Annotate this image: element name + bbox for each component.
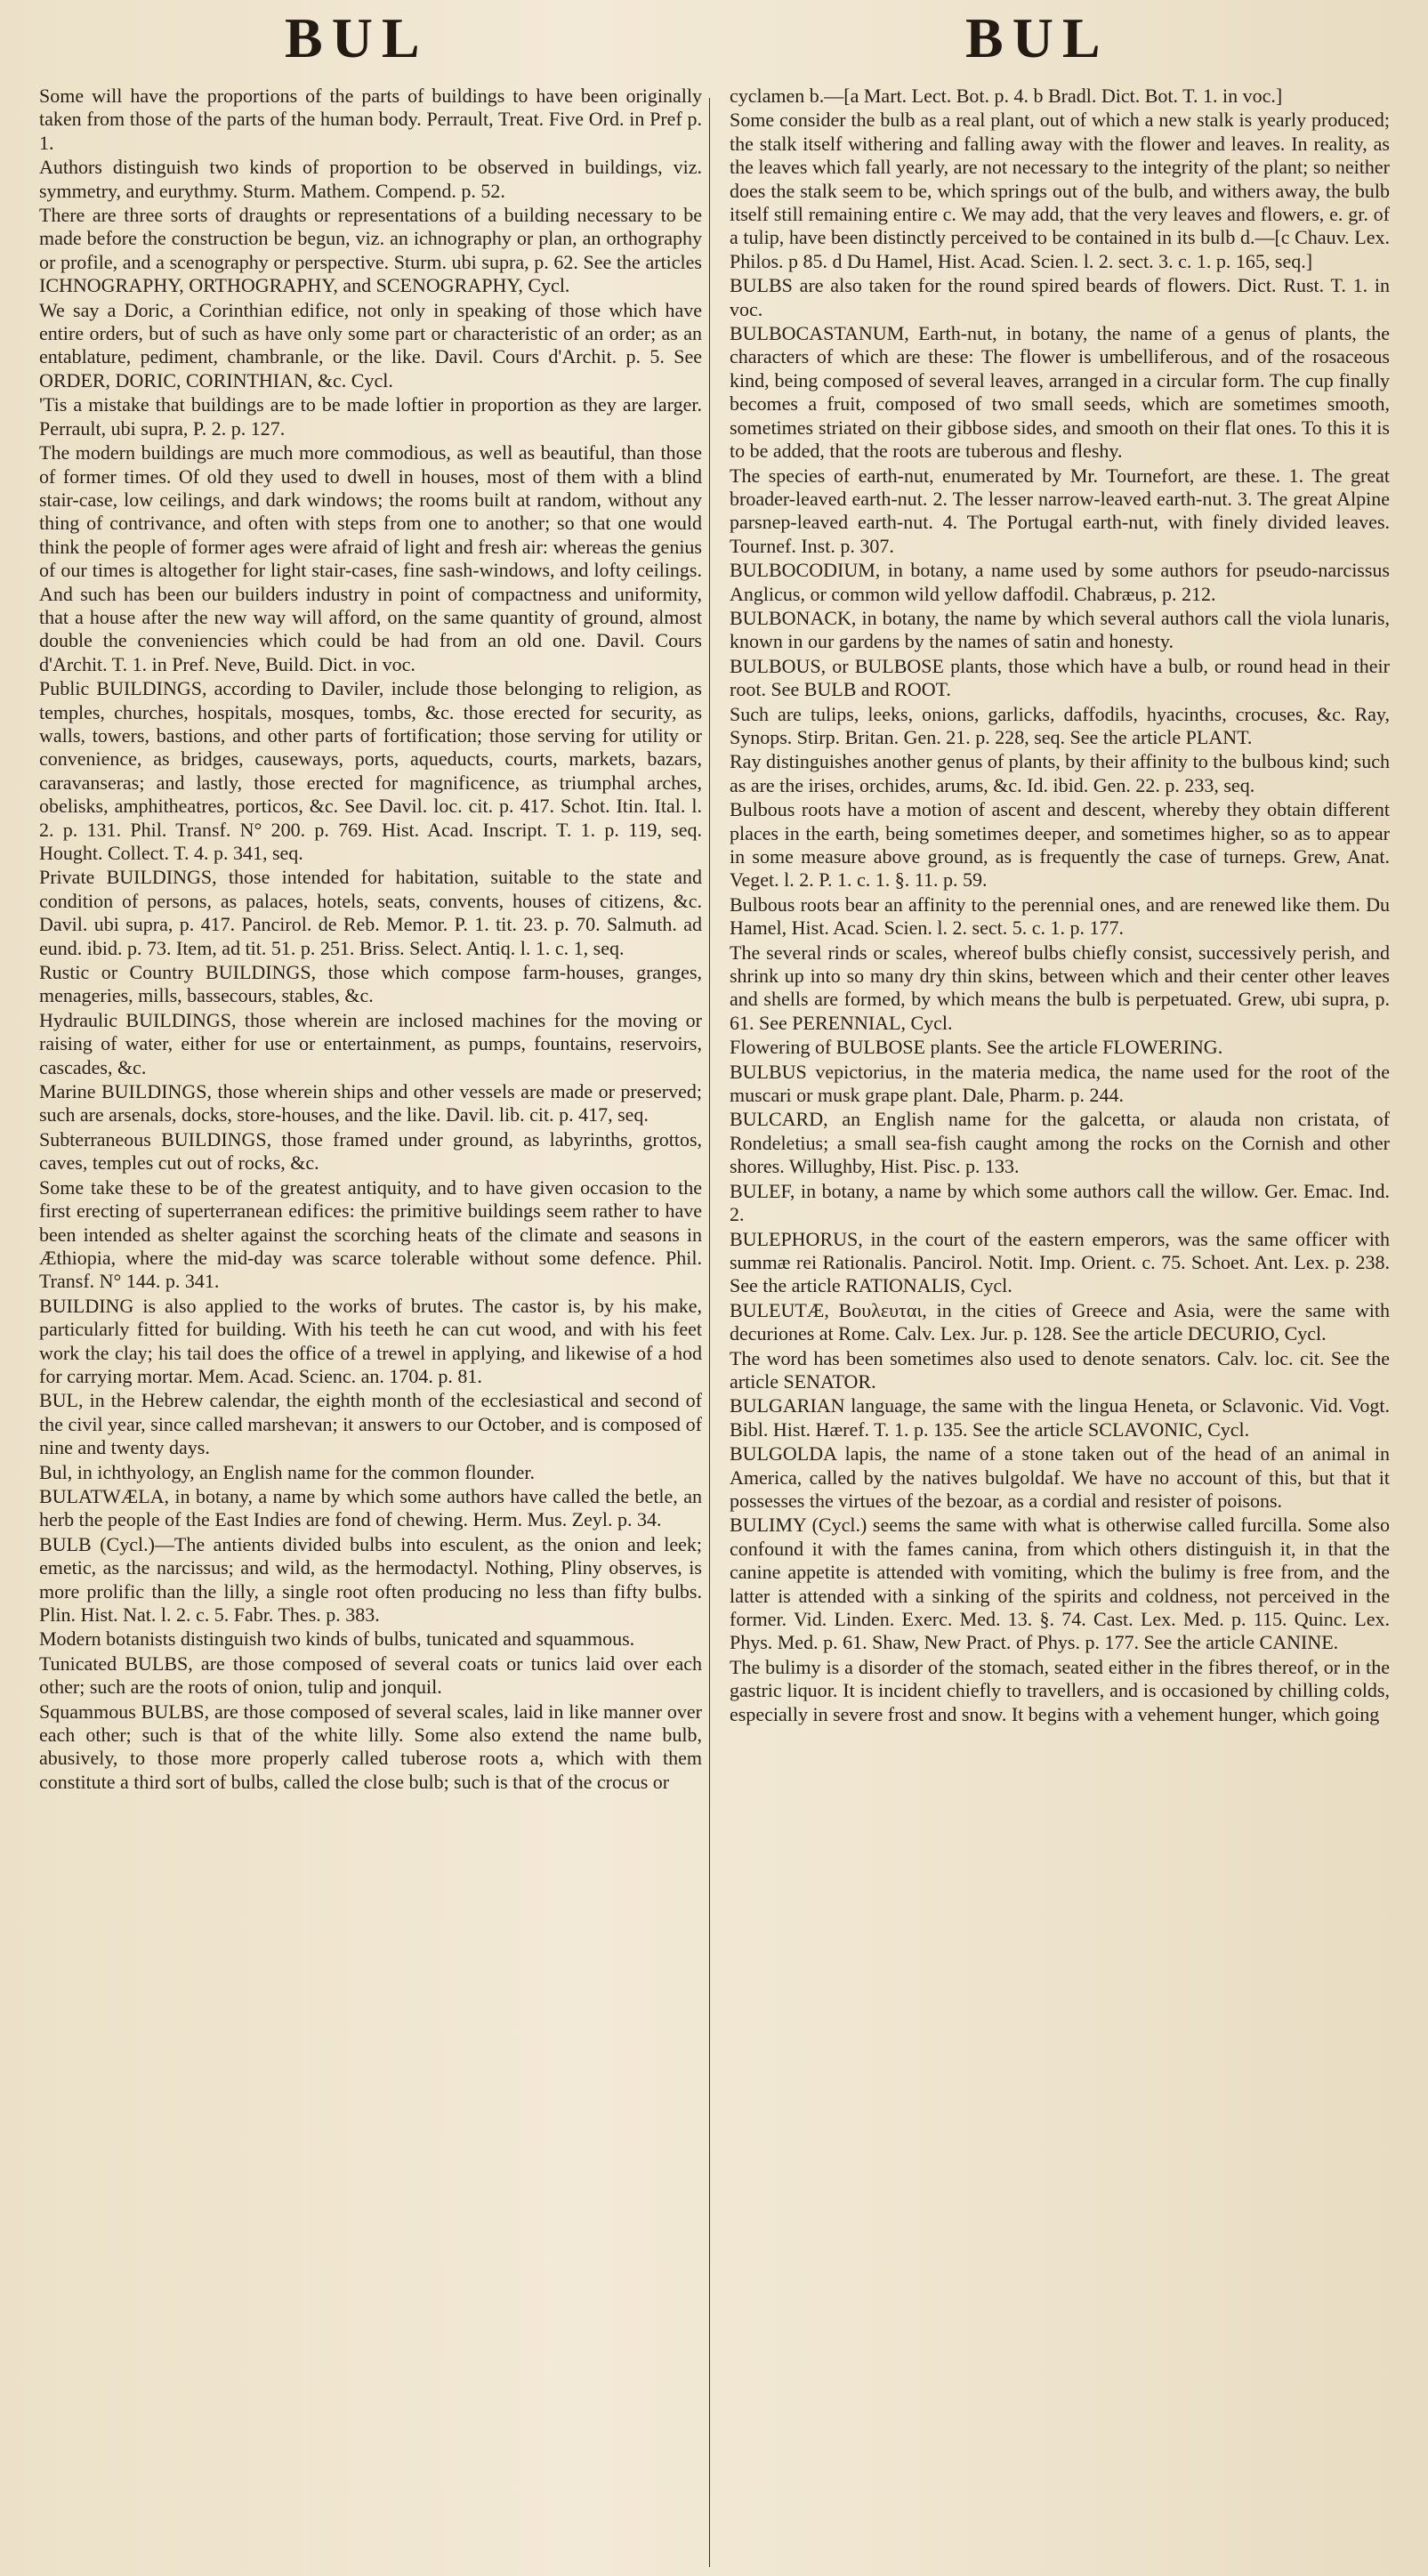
paragraph: BULEUTÆ, Βουλευται, in the cities of Greece and Asia, were the same with decuriones at Rome. Calv. Lex. Jur. p. 128. See the article DECURIO, Cycl. — [730, 1298, 1390, 1345]
paragraph: Hydraulic BUILDINGS, those wherein are inclosed machines for the moving or raising of water, either for use or entertainment, as pumps, fountains, reservoirs, cascades, &c. — [39, 1008, 702, 1078]
paragraph: BULATWÆLA, in botany, a name by which some authors have called the betle, an herb the people of the East Indies are fond of chewing. Herm. Mus. Zeyl. p. 34. — [39, 1484, 702, 1531]
paragraph: BULBOUS, or BULBOSE plants, those which have a bulb, or round head in their root. See BULB and ROOT. — [730, 654, 1390, 701]
right-column — [730, 85, 1390, 2567]
paragraph: BULCARD, an English name for the galcetta, or alauda non cristata, of Rondeletius; a small sea-fish caught among the rocks on the Cornish and other shores. Willughby, Hist. Pisc. p. 133. — [730, 1108, 1390, 1178]
paragraph: BULGOLDA lapis, the name of a stone taken out of the head of an animal in America, called by the natives bulgoldaf. We have no account of this, but that it possesses the virtues of the bezoar, as a cordial and resister of poisons. — [730, 1442, 1390, 1512]
paragraph: The modern buildings are much more commodious, as well as beautiful, than those of former times. Of old they used to dwell in houses, most of them with a blind stair-case, low ceilings, and dark windows; the rooms built at random, without any thing of contrivance, and often with steps from one to another; so that one would think the people of former ages were afraid of light and fresh air: whereas the genius of our times is altogether for light stair-cases, fine sash-windows, and lofty ceilings. And such has been our builders industry in point of compactness and uniformity, that a house after the new way will afford, on the same quantity of ground, almost double the conveniencies which could be had from an old one. Davil. Cours d'Archit. T. 1. in Pref. Neve, Build. Dict. in voc. — [39, 441, 702, 675]
paragraph: The species of earth-nut, enumerated by Mr. Tournefort, are these. 1. The great broader-leaved earth-nut. 2. The lesser narrow-leaved earth-nut. 3. The great Alpine parsnep-leaved earth-nut. 4. The Portugal earth-nut, with finely divided leaves. Tournef. Inst. p. 307. — [730, 464, 1390, 557]
paragraph: Some will have the proportions of the parts of buildings to have been originally taken from those of the parts of the human body. Perrault, Treat. Five Ord. in Pref p. 1. — [39, 85, 702, 154]
paragraph: BULBUS vepictorius, in the materia medica, the name used for the root of the muscari or musk grape plant. Dale, Pharm. p. 244. — [730, 1060, 1390, 1107]
paragraph: Private BUILDINGS, those intended for habitation, suitable to the state and condition of persons, as palaces, hotels, seats, convents, houses of citizens, &c. Davil. ubi supra, p. 417. Pancirol. de Reb. Memor. P. 1. tit. 23. p. 70. Salmuth. ad eund. ibid. p. 73. Item, ad tit. 51. p. 251. Briss. Select. Antiq. l. 1. c. 1, seq. — [39, 866, 702, 959]
paragraph: Bul, in ichthyology, an English name for the common flounder. — [39, 1460, 536, 1483]
paragraph: Bulbous roots have a motion of ascent and descent, whereby they obtain different places in the earth, being sometimes deeper, and sometimes higher, so as to appear in some measure above ground, as is frequently the case of turneps. Grew, Anat. Veget. l. 2. P. 1. c. 1. §. 11. p. 59. — [730, 798, 1390, 892]
paragraph: Squammous BULBS, are those composed of several scales, laid in like manner over each other; such is that of the white lilly. Some also extend the name bulb, abusively, to those more properly called tuberose roots a, which with them constitute a third sort of bulbs, called the close bulb; such is that of the crocus or — [39, 1700, 702, 1793]
header-right: BUL — [965, 6, 1109, 69]
paragraph: BULBOCODIUM, in botany, a name used by some authors for pseudo-narcissus Anglicus, or common wild yellow daffodil. Chabræus, p. 212. — [730, 559, 1390, 605]
paragraph: Some consider the bulb as a real plant, out of which a new stalk is yearly produced; the stalk itself withering and falling away with the flower and leaves. In reality, as the leaves which fall yearly, are not necessary to the integrity of the plant; so neither does the stalk seem to be, which springs out of the bulb, and withers away, the bulb itself still remaining entire c. We may add, that the very leaves and flowers, e. gr. of a tulip, have been distinctly perceived to be contained in its bulb d.—[c Chauv. Lex. Philos. p 85. d Du Hamel, Hist. Acad. Scien. l. 2. sect. 3. c. 1. p. 165, seq.] — [730, 109, 1390, 272]
paragraph: Some take these to be of the greatest antiquity, and to have given occasion to the first erecting of superterranean edifices: the primitive buildings seem rather to have been intended as shelter against the scorching heats of the climate and seasons in Æthiopia, where the mid-day was scarce tolerable without some defence. Phil. Transf. N° 144. p. 341. — [39, 1175, 702, 1293]
paragraph: We say a Doric, a Corinthian edifice, not only in speaking of those which have entire orders, but of such as have only some part or characteristic of an order; as an entablature, pediment, chambranle, or the like. Davil. Cours d'Archit. p. 5. See ORDER, DORIC, CORINTHIAN, &c. Cycl. — [39, 298, 702, 392]
paragraph: The word has been sometimes also used to denote senators. Calv. loc. cit. See the article SENATOR. — [730, 1346, 1390, 1393]
paragraph: BULGARIAN language, the same with the lingua Heneta, or Sclavonic. Vid. Vogt. Bibl. Hist. Hæref. T. 1. p. 135. See the article SCLAVONIC, Cycl. — [730, 1394, 1390, 1441]
paragraph: Public BUILDINGS, according to Daviler, include those belonging to religion, as temples, churches, hospitals, mosques, tombs, &c. those erected for security, as walls, towers, bastions, and other parts of fortification; those serving for utility or convenience, as bridges, causeways, ports, aqueducts, courts, markets, bazars, caravanseras; and lastly, those erected for magnificence, as triumphal arches, obelisks, amphitheatres, porticos, &c. See Davil. loc. cit. p. 417. Schot. Itin. Ital. l. 2. p. 131. Phil. Transf. N° 200. p. 769. Hist. Acad. Inscript. T. 1. p. 119, seq. Hought. Collect. T. 4. p. 341, seq. — [39, 677, 702, 864]
paragraph: Rustic or Country BUILDINGS, those which compose farm-houses, granges, menageries, mills, bassecours, stables, &c. — [39, 961, 702, 1007]
paragraph: Authors distinguish two kinds of proportion to be observed in buildings, viz. symmetry, and eurythmy. Sturm. Mathem. Compend. p. 52. — [39, 156, 702, 202]
paragraph: Subterraneous BUILDINGS, those framed under ground, as labyrinths, grottos, caves, temples cut out of rocks, &c. — [39, 1127, 702, 1175]
paragraph: The bulimy is a disorder of the stomach, seated either in the fibres thereof, or in the gastric liquor. It is incident chiefly to travellers, and is occasioned by chilling colds, especially in severe frost and snow. It begins with a vehement hunger, which going — [730, 1655, 1390, 1725]
paragraph: BULB (Cycl.)—The antients divided bulbs into esculent, as the onion and leek; emetic, as the narcissus; and wild, as the hermodactyl. Nothing, Pliny observes, is more prolific than the lilly, a single root often producing no less than fifty bulbs. Plin. Hist. Nat. l. 2. c. 5. Fabr. Thes. p. 383. — [39, 1532, 702, 1626]
paragraph: cyclamen b.—[a Mart. Lect. Bot. p. 4. b Bradl. Dict. Bot. T. 1. in voc.] — [730, 85, 1283, 107]
paragraph: BULEF, in botany, a name by which some authors call the willow. Ger. Emac. Ind. 2. — [730, 1179, 1390, 1226]
column-divider — [709, 98, 710, 2567]
paragraph: There are three sorts of draughts or representations of a building necessary to be made before the construction be begun, viz. an ichnography or plan, an orthography or profile, and a scenography or perspective. Sturm. ubi supra, p. 62. See the articles ICHNOGRAPHY, ORTHOGRAPHY, and SCENOGRAPHY, Cycl. — [39, 204, 702, 297]
paragraph: Ray distinguishes another genus of plants, by their affinity to the bulbous kind; such as are the irises, orchides, arums, &c. Id. ibid. Gen. 22. p. 233, seq. — [730, 750, 1390, 796]
paragraph: Tunicated BULBS, are those composed of several coats or tunics laid over each other; such are the roots of onion, tulip and jonquil. — [39, 1651, 702, 1699]
paragraph: BUILDING is also applied to the works of brutes. The castor is, by his make, particularly fitted for building. With his teeth he can cut wood, and with his feet work the clay; his tail does the office of a trewel in applying, and likewise of a hod for carrying mortar. Mem. Acad. Scienc. an. 1704. p. 81. — [39, 1294, 702, 1387]
paragraph: Modern botanists distinguish two kinds of bulbs, tunicated and squammous. — [39, 1627, 635, 1651]
header-left: BUL — [285, 6, 429, 69]
paragraph: 'Tis a mistake that buildings are to be made loftier in proportion as they are larger. Perrault, ubi supra, P. 2. p. 127. — [39, 393, 702, 440]
paragraph: Marine BUILDINGS, those wherein ships and other vessels are made or preserved; such are arsenals, docks, store-houses, and the like. Davil. lib. cit. p. 417, seq. — [39, 1080, 702, 1126]
paragraph: Such are tulips, leeks, onions, garlicks, daffodils, hyacinths, crocuses, &c. Ray, Synops. Stirp. Britan. Gen. 21. p. 228, seq. See the article PLANT. — [730, 702, 1390, 748]
paragraph: Flowering of BULBOSE plants. See the article FLOWERING. — [730, 1036, 1223, 1059]
paragraph: BULBONACK, in botany, the name by which several authors call the viola lunaris, known in our gardens by the names of satin and honesty. — [730, 606, 1390, 653]
paragraph: The several rinds or scales, whereof bulbs chiefly consist, successively perish, and shrink up into so many dry thin skins, between which and their center other leaves and shells are formed, by which means the bulb is perpetuated. Grew, ubi supra, p. 61. See PERENNIAL, Cycl. — [730, 941, 1390, 1034]
paragraph: BULBS are also taken for the round spired beards of flowers. Dict. Rust. T. 1. in voc. — [730, 274, 1390, 320]
left-column — [39, 85, 702, 2567]
paragraph: BULBOCASTANUM, Earth-nut, in botany, the name of a genus of plants, the characters of which are these: The flower is umbelliferous, and of the rosaceous kind, being composed of several leaves, arranged in a circular form. The cup finally becomes a fruit, composed of two small seeds, which are sometimes smooth, sometimes striated on their gibbose sides, and smooth on their flat ones. To this it is to be added, that the roots are tuberous and fleshy. — [730, 322, 1390, 463]
paragraph: BULEPHORUS, in the court of the eastern emperors, was the same officer with summæ rei Rationalis. Pancirol. Notit. Imp. Orient. c. 75. Schoet. Ant. Lex. p. 238. See the article RATIONALIS, Cycl. — [730, 1227, 1390, 1297]
paragraph: BULIMY (Cycl.) seems the same with what is otherwise called furcilla. Some also confound it with the fames canina, from which others distinguish it, in that the canine appetite is attended with vomiting, which the bulimy is free from, and the latter is attended with a sinking of the spirits and coldness, not perceived in the former. Vid. Linden. Exerc. Med. 13. §. 74. Cast. Lex. Med. p. 115. Quinc. Lex. Phys. Med. p. 61. Shaw, New Pract. of Phys. p. 177. See the article CANINE. — [730, 1514, 1390, 1654]
paragraph: BUL, in the Hebrew calendar, the eighth month of the ecclesiastical and second of the civil year, since called marshevan; it answers to our October, and is composed of nine and twenty days. — [39, 1389, 702, 1459]
paragraph: Bulbous roots bear an affinity to the perennial ones, and are renewed like them. Du Hamel, Hist. Acad. Scien. l. 2. sect. 5. c. 1. p. 177. — [730, 892, 1390, 940]
